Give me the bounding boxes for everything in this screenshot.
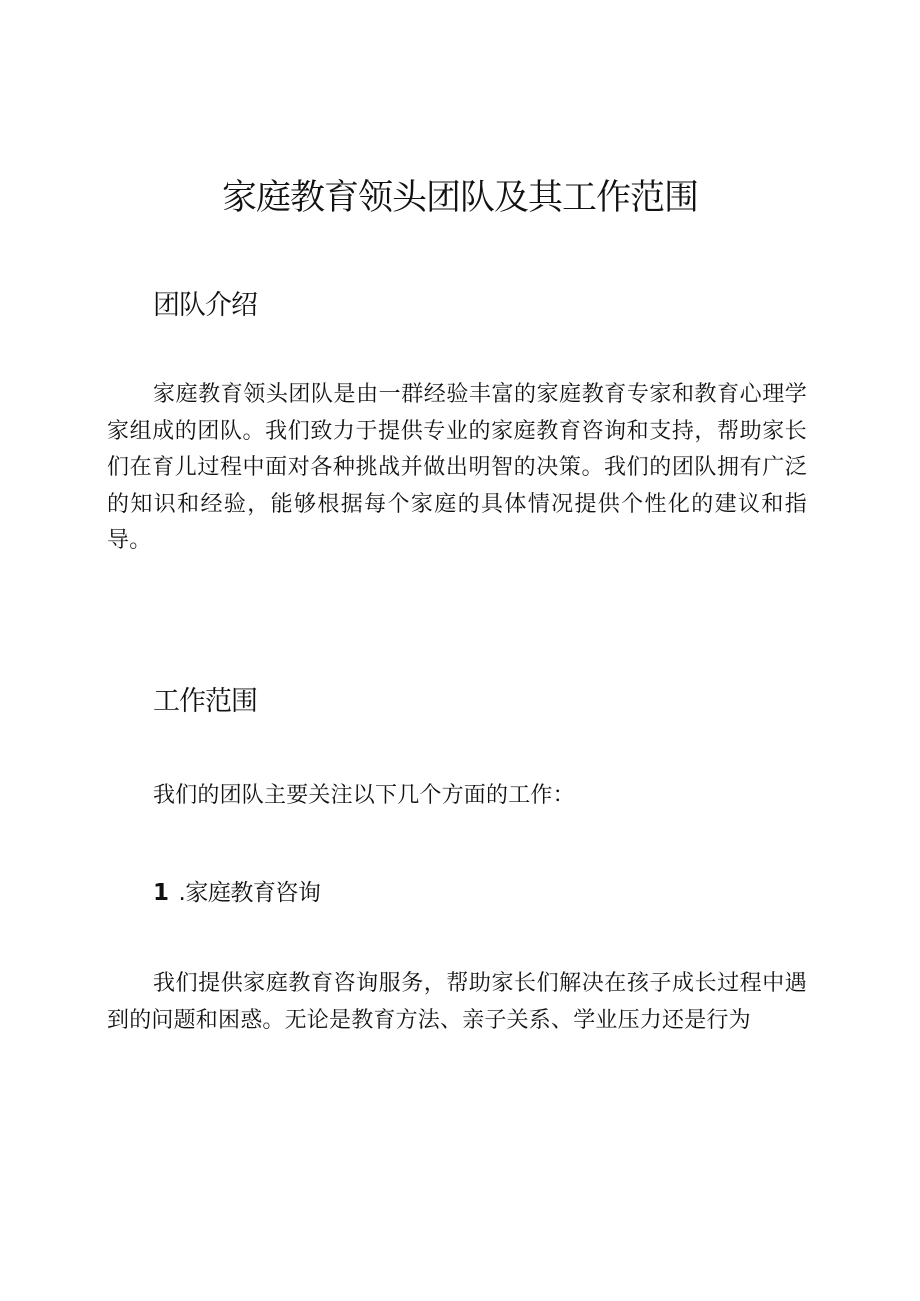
section-heading-team-intro: 团队介绍 [153,290,257,321]
document-title: 家庭教育领头团队及其工作范围 [221,178,698,218]
list-item-title: .家庭教育咨询 [178,880,321,906]
list-item-heading [153,876,320,910]
section-heading-work-scope: 工作范围 [153,686,257,717]
team-intro-paragraph: 家庭教育领头团队是由一群经验丰富的家庭教育专家和教育心理学家组成的团队。我们致力于提供专业的家庭教育咨询和支持，帮助家长们在育儿过程中面对各种挑战并做出明智的决策。我们的团队拥有广泛的知识和经验，能够根据每个家庭的具体情况提供个性化的建议和指导。 [107,382,807,553]
list-item-paragraph: 我们提供家庭教育咨询服务，帮助家长们解决在孩子成长过程中遇到的问题和困惑。无论是教育方法、亲子关系、学业压力还是行为 [107,971,807,1033]
list-item-number: 1 [153,880,169,906]
work-scope-intro-paragraph: 我们的团队主要关注以下几个方面的工作： [153,783,575,808]
